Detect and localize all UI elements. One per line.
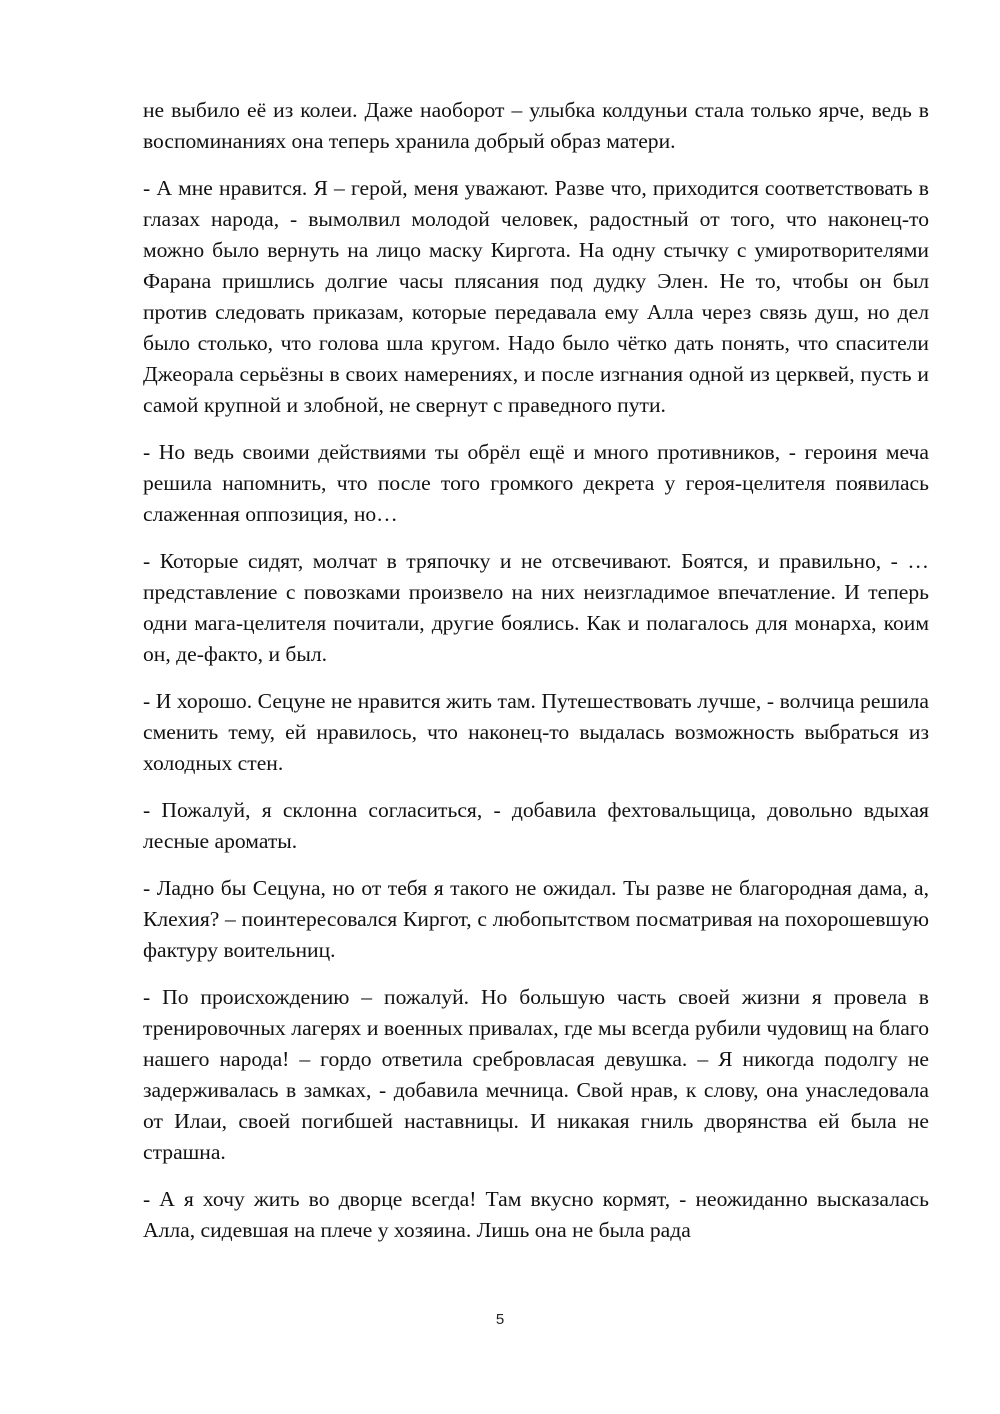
paragraph-8: - По происхождению – пожалуй. Но большую часть своей жизни я провела в тренировочных лагерях и военных привалах, где мы всегда рубили чудовищ на благо нашего народа! – гордо ответила сребровласая девушка. – Я никогда подолгу не задерживалась в замках, - добавила мечница. Свой нрав, к слову, она унаследовала от Илаи, своей погибшей наставницы. И никакая гниль дворянства ей была не страшна. <box>143 985 929 1164</box>
paragraph-5: - И хорошо. Сецуне не нравится жить там. Путешествовать лучше, - волчица решила сменить тему, ей нравилось, что наконец-то выдалась возможность выбраться из холодных стен. <box>143 689 929 775</box>
page-number: 5 <box>495 1311 505 1328</box>
paragraph-7: - Ладно бы Сецуна, но от тебя я такого не ожидал. Ты разве не благородная дама, а, Клехия? – поинтересовался Киргот, с любопытством посматривая на похорошевшую фактуру воительниц. <box>143 876 929 962</box>
paragraph-2: - А мне нравится. Я – герой, меня уважают. Разве что, приходится соответствовать в глазах народа, - вымолвил молодой человек, радостный от того, что наконец-то можно было вернуть на лицо маску Киргота. На одну стычку с умиротворителями Фарана пришлись долгие часы плясания под дудку Элен. Не то, чтобы он был против следовать приказам, которые передавала ему Алла через связь душ, но дел было столько, что голова шла кругом. Надо было чётко дать понять, что спасители Джеорала серьёзны в своих намерениях, и после изгнания одной из церквей, пусть и самой крупной и злобной, не свернут с праведного пути. <box>143 176 929 417</box>
paragraph-4: - Которые сидят, молчат в тряпочку и не отсвечивают. Боятся, и правильно, - …представление с повозками произвело на них неизгладимое впечатление. И теперь одни мага-целителя почитали, другие боялись. Как и полагалось для монарха, коим он, де-факто, и был. <box>143 549 929 666</box>
paragraph-1: не выбило её из колеи. Даже наоборот – улыбка колдуньи стала только ярче, ведь в воспоминаниях она теперь хранила добрый образ матери. <box>143 98 929 153</box>
paragraph-6: - Пожалуй, я склонна согласиться, - добавила фехтовальщица, довольно вдыхая лесные ароматы. <box>143 798 929 853</box>
document-body <box>143 95 929 1262</box>
paragraph-9: - А я хочу жить во дворце всегда! Там вкусно кормят, - неожиданно высказалась Алла, сидевшая на плече у хозяина. Лишь она не была рада <box>143 1187 929 1242</box>
paragraph-3: - Но ведь своими действиями ты обрёл ещё и много противников, - героиня меча решила напомнить, что после того громкого декрета у героя-целителя появилась слаженная оппозиция, но… <box>143 440 929 526</box>
